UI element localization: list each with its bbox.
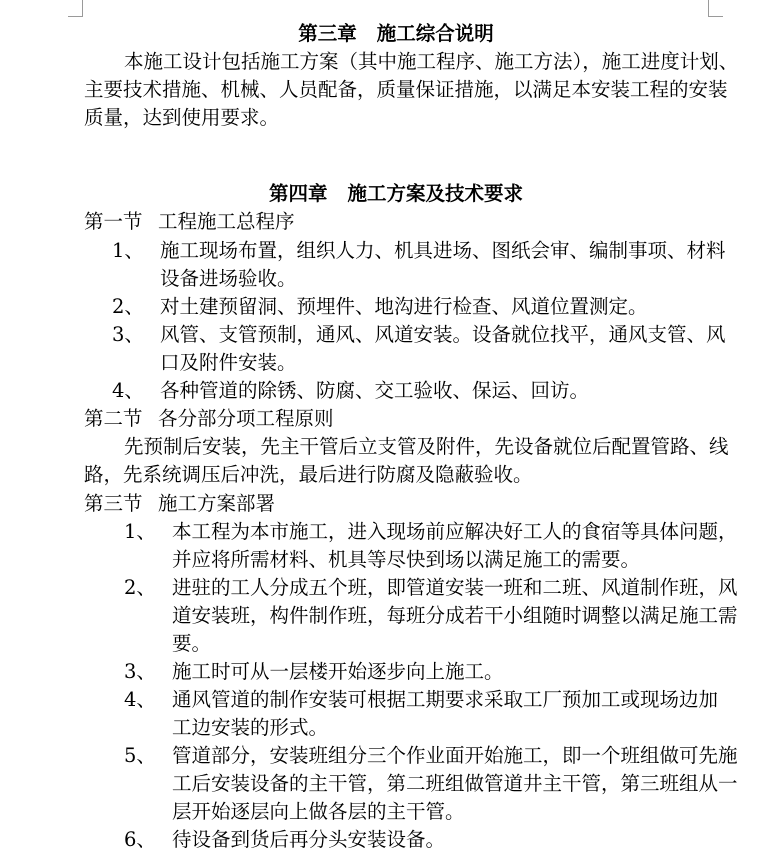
chapter3-heading-title: 施工综合说明 <box>376 22 494 45</box>
section3-item-line: 要。 <box>172 632 212 655</box>
section3-item-line: 道安装班，构件制作班，每班分成若干小组随时调整以满足施工需 <box>172 604 738 627</box>
chapter4-heading-title: 施工方案及技术要求 <box>347 182 524 205</box>
section3-item-line: 工边安装的形式。 <box>172 716 329 739</box>
section1-label: 第一节 <box>84 210 143 233</box>
section3-item-line: 层开始逐层向上做各层的主干管。 <box>172 800 465 823</box>
section2-title: 各分部分项工程原则 <box>158 407 334 430</box>
page-corner-mark-right <box>708 0 723 17</box>
chapter3-para-line: 本施工设计包括施工方案（其中施工程序、施工方法），施工进度计划、 <box>124 50 739 73</box>
section3-item-number: 6、 <box>124 828 156 851</box>
section1-item-line: 对土建预留洞、预埋件、地沟进行检查、风道位置测定。 <box>160 295 648 318</box>
chapter3-heading-num: 第三章 <box>298 22 357 45</box>
section3-item-line: 工后安装设备的主干管，第二班组做管道井主干管，第三班组从一 <box>172 772 738 795</box>
chapter3-para-line: 主要技术措施、机械、人员配备，质量保证措施，以满足本安装工程的安装 <box>84 78 728 101</box>
section1-item-number: 3、 <box>112 323 144 346</box>
section3-heading <box>84 490 275 518</box>
chapter3-para-line: 质量，达到使用要求。 <box>84 106 280 129</box>
section1-item-number: 2、 <box>112 295 144 318</box>
section3-item-number: 4、 <box>124 688 156 711</box>
section3-item-line: 通风管道的制作安装可根据工期要求采取工厂预加工或现场边加 <box>172 688 719 711</box>
section1-item-number: 1、 <box>112 239 144 262</box>
section3-label: 第三节 <box>84 492 143 515</box>
section3-item-line: 进驻的工人分成五个班，即管道安装一班和二班、风道制作班，风 <box>172 576 738 599</box>
section3-item-line: 并应将所需材料、机具等尽快到场以满足施工的需要。 <box>172 548 641 571</box>
section3-title: 施工方案部署 <box>158 492 276 515</box>
section2-para-line: 路，先系统调压后冲洗，最后进行防腐及隐蔽验收。 <box>84 463 533 486</box>
section2-label: 第二节 <box>84 407 143 430</box>
section2-heading <box>84 405 334 433</box>
section3-item-number: 3、 <box>124 660 156 683</box>
section1-item-number: 4、 <box>112 379 144 402</box>
chapter3-heading <box>84 19 708 49</box>
section1-item-line: 口及附件安装。 <box>160 351 297 374</box>
section1-title: 工程施工总程序 <box>158 210 295 233</box>
section1-heading <box>84 208 295 236</box>
chapter4-heading <box>84 179 708 209</box>
page-corner-mark-left <box>68 0 83 17</box>
section3-item-line: 施工时可从一层楼开始逐步向上施工。 <box>172 660 504 683</box>
section3-item-line: 待设备到货后再分头安装设备。 <box>172 828 446 851</box>
section3-item-number: 5、 <box>124 744 156 767</box>
section1-item-line: 各种管道的除锈、防腐、交工验收、保运、回访。 <box>160 379 590 402</box>
chapter4-heading-num: 第四章 <box>268 182 328 205</box>
section2-para-line: 先预制后安装，先主干管后立支管及附件，先设备就位后配置管路、线 <box>124 435 729 458</box>
section1-item-line: 施工现场布置，组织人力、机具进场、图纸会审、编制事项、材料 <box>160 239 726 262</box>
section3-item-number: 1、 <box>124 520 156 543</box>
section3-item-line: 管道部分，安装班组分三个作业面开始施工，即一个班组做可先施 <box>172 744 738 767</box>
section3-item-line: 本工程为本市施工，进入现场前应解决好工人的食宿等具体问题， <box>172 520 738 543</box>
section3-item-number: 2、 <box>124 576 156 599</box>
section1-item-line: 设备进场验收。 <box>160 267 297 290</box>
section1-item-line: 风管、支管预制，通风、风道安装。设备就位找平，通风支管、风 <box>160 323 726 346</box>
